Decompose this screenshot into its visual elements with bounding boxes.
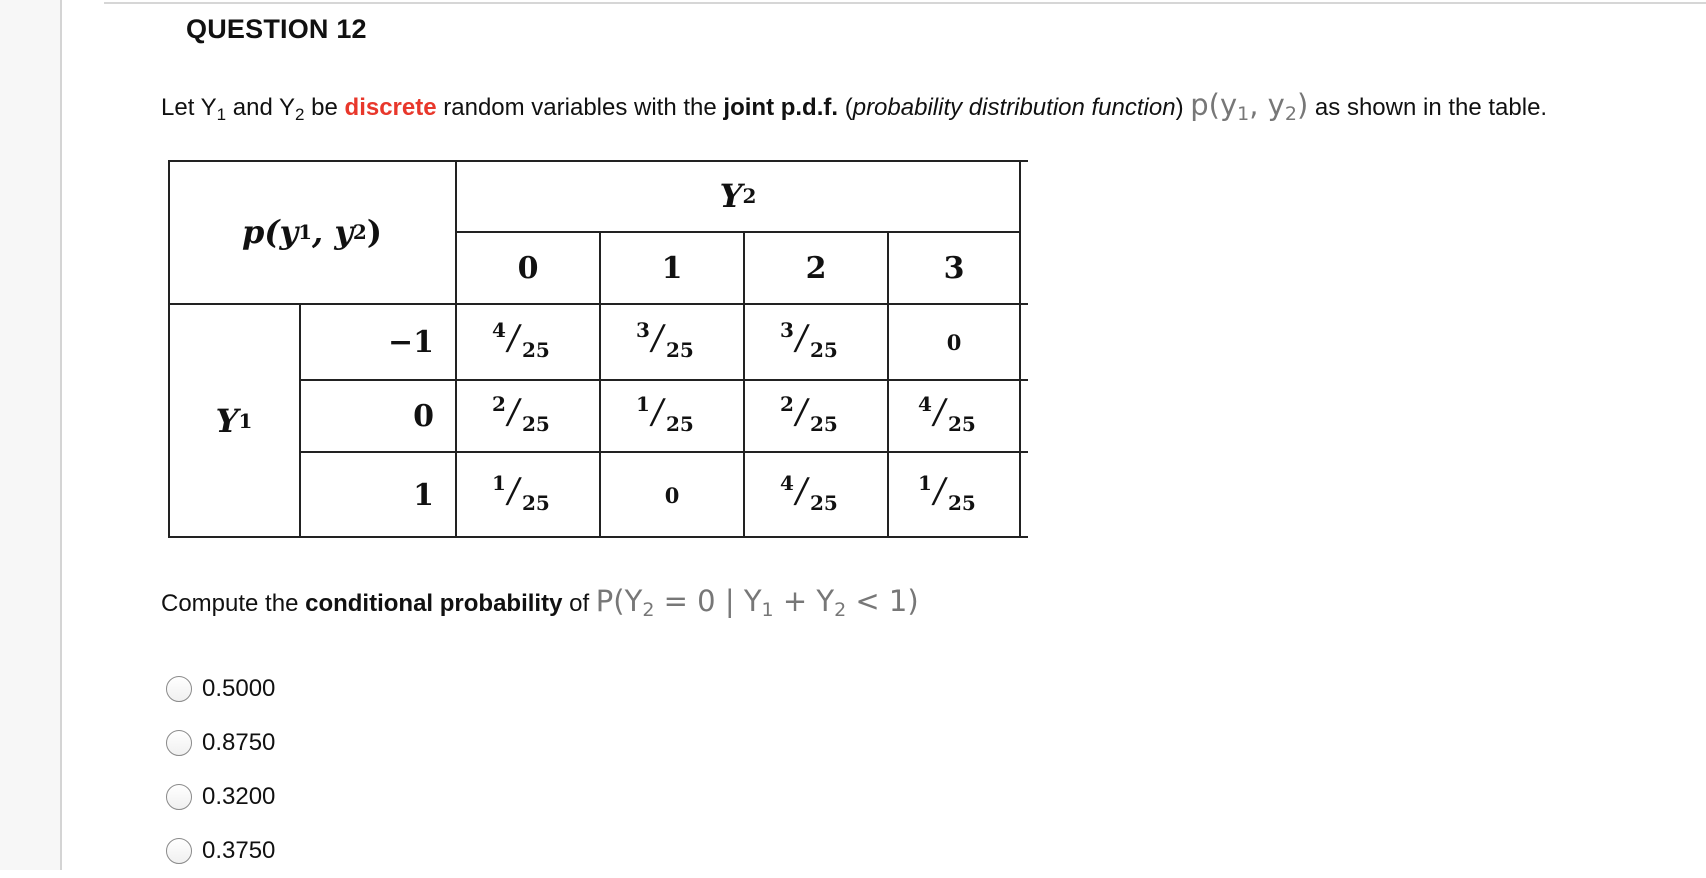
cell-r0-c0: 4 / 25 (492, 318, 550, 362)
cell-r1-c2: 2 / 25 (780, 392, 838, 436)
answer-option-label: 0.8750 (202, 729, 276, 756)
left-margin (0, 0, 62, 870)
column-header-3: 3 (943, 250, 965, 286)
column-header-1: 1 (661, 250, 683, 286)
cell-r2-c1: 0 (664, 482, 680, 508)
answer-option-2[interactable] (166, 716, 275, 770)
radio-button-icon[interactable] (166, 838, 192, 864)
compute-prompt: Compute the conditional probability of $P(Y_2 = 0$ | $Y_1 + Y_2 < 1$) (161, 584, 919, 621)
cell-r1-c1: 1 / 25 (636, 392, 694, 436)
corner-label-pdf: p(y 1 , y 2 ) (242, 213, 382, 251)
row-variable-y1: Y 1 (215, 402, 253, 440)
radio-button-icon[interactable] (166, 784, 192, 810)
cell-r0-c1: 3 / 25 (636, 318, 694, 362)
column-variable-y2: Y 2 (719, 177, 757, 215)
pdf-notation: $p(y_1$, $y_2$) (1190, 88, 1309, 125)
cell-r0-c3: 0 (946, 329, 962, 355)
conditional-probability-emphasis: conditional probability (305, 590, 563, 617)
answer-option-3[interactable] (166, 770, 275, 824)
row-header-0: 0 (413, 398, 434, 434)
question-prompt: Let $Y_1$ and $Y_2$ be discrete random variables with the joint p.d.f. (probability distribution function) $p(y_1$, $y_2$) as shown in the table. (161, 88, 1548, 125)
radio-button-icon[interactable] (166, 676, 192, 702)
top-divider (104, 2, 1706, 4)
discrete-emphasis: discrete (344, 94, 437, 121)
joint-pdf-table (168, 160, 1028, 538)
answer-option-label: 0.5000 (202, 675, 276, 702)
answer-option-label: 0.3200 (202, 783, 276, 810)
joint-pdf-emphasis: joint p.d.f. (723, 94, 839, 121)
column-header-2: 2 (805, 250, 827, 286)
answer-options (166, 662, 275, 878)
column-header-0: 0 (517, 250, 539, 286)
cell-r1-c3: 4 / 25 (918, 392, 976, 436)
cell-r1-c0: 2 / 25 (492, 392, 550, 436)
conditional-probability-expression: $P(Y_2 = 0$ | $Y_1 + Y_2 < 1$) (595, 584, 919, 621)
answer-option-label: 0.3750 (202, 837, 276, 864)
cell-r0-c2: 3 / 25 (780, 318, 838, 362)
cell-r2-c3: 1 / 25 (918, 471, 976, 515)
row-header-minus1: −1 (387, 324, 434, 360)
cell-r2-c2: 4 / 25 (780, 471, 838, 515)
answer-option-1[interactable] (166, 662, 275, 716)
radio-button-icon[interactable] (166, 730, 192, 756)
cell-r2-c0: 1 / 25 (492, 471, 550, 515)
row-header-1: 1 (413, 477, 434, 513)
question-title: QUESTION 12 (186, 14, 367, 44)
